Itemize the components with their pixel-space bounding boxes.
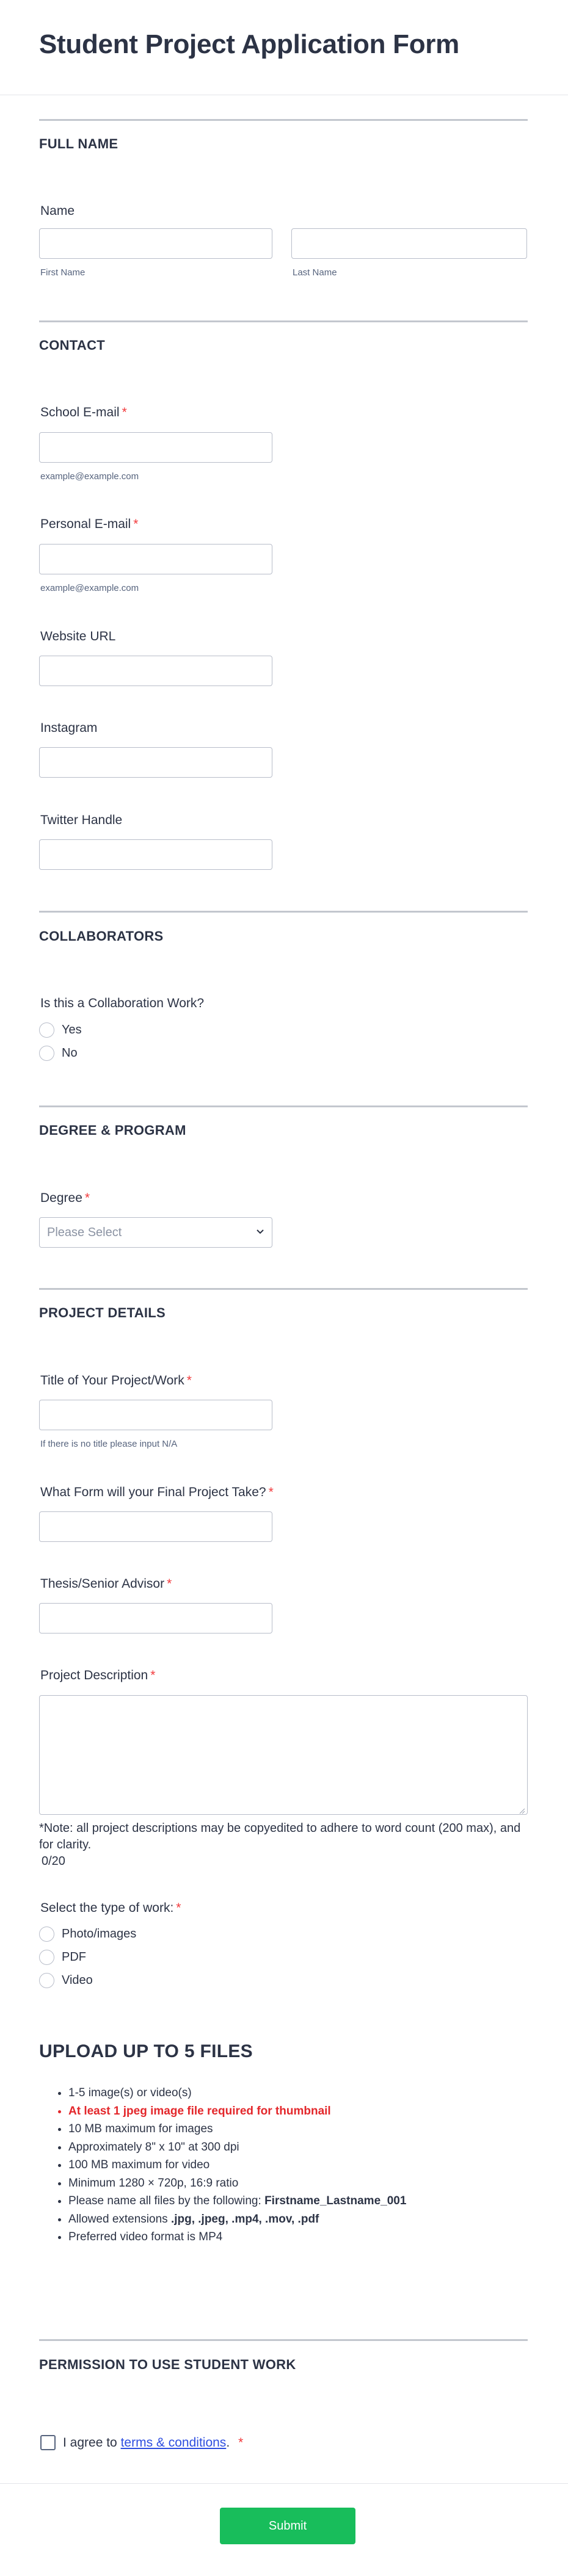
instagram-input[interactable]: [39, 747, 272, 778]
school-email-sublabel: example@example.com: [40, 471, 139, 482]
radio-label: No: [62, 1046, 78, 1060]
section-divider: [39, 2339, 528, 2341]
radio-option-pdf[interactable]: [39, 1950, 86, 1965]
section-divider: [39, 1105, 528, 1107]
section-divider: [39, 320, 528, 322]
advisor-input[interactable]: [39, 1603, 272, 1634]
advisor-label: Thesis/Senior Advisor *: [40, 1577, 172, 1591]
description-note: *Note: all project descriptions may be copyedited to adhere to word count (200 max), and for clarity.: [39, 1822, 521, 1851]
collaboration-question-label: Is this a Collaboration Work?: [40, 996, 205, 1010]
radio-option-yes[interactable]: [39, 1022, 82, 1038]
radio-option-video[interactable]: [39, 1973, 93, 1988]
website-input[interactable]: [39, 656, 272, 686]
project-title-input[interactable]: [39, 1400, 272, 1430]
radio-label: PDF: [62, 1950, 86, 1964]
required-marker: *: [238, 2435, 244, 2450]
agree-checkbox[interactable]: [40, 2435, 56, 2450]
final-form-label: What Form will your Final Project Take? *: [40, 1485, 274, 1499]
list-item: • Please name all files by the following: Firstname_Lastname_001: [68, 2192, 406, 2210]
list-item: • At least 1 jpeg image file required for thumbnail: [68, 2102, 406, 2121]
description-textarea[interactable]: [39, 1695, 528, 1815]
name-label: Name: [40, 204, 75, 218]
list-item: • Preferred video format is MP4: [68, 2228, 406, 2246]
list-item: • 1-5 image(s) or video(s): [68, 2084, 406, 2102]
degree-label: Degree *: [40, 1191, 90, 1205]
instagram-label: Instagram: [40, 721, 98, 735]
agree-checkbox-row[interactable]: [40, 2435, 243, 2450]
submit-button[interactable]: Submit: [220, 2508, 355, 2544]
first-name-input[interactable]: [39, 228, 272, 259]
form-header: [0, 0, 568, 95]
word-counter: 0/20: [42, 1854, 65, 1868]
required-marker: *: [122, 405, 127, 419]
section-divider: [39, 1288, 528, 1290]
last-name-input[interactable]: [291, 228, 527, 259]
required-marker: *: [133, 517, 139, 531]
resize-handle-icon[interactable]: [519, 1806, 525, 1812]
personal-email-label: Personal E-mail *: [40, 517, 139, 531]
radio-option-photo[interactable]: [39, 1927, 136, 1942]
project-title-sublabel: If there is no title please input N/A: [40, 1439, 178, 1449]
required-marker: *: [176, 1901, 181, 1915]
personal-email-sublabel: example@example.com: [40, 583, 139, 593]
radio-circle[interactable]: [39, 1950, 54, 1965]
section-title-collaborators: COLLABORATORS: [39, 928, 164, 944]
chevron-down-icon: [256, 1227, 264, 1238]
section-title-full-name: FULL NAME: [39, 136, 118, 151]
upload-requirements-list: [68, 2084, 406, 2246]
radio-label: Video: [62, 1974, 93, 1987]
radio-circle[interactable]: [39, 1927, 54, 1942]
upload-title: UPLOAD UP TO 5 FILES: [39, 2041, 253, 2061]
final-form-input[interactable]: [39, 1511, 272, 1542]
required-marker: *: [150, 1668, 156, 1682]
required-marker: *: [186, 1373, 192, 1387]
radio-circle[interactable]: [39, 1973, 54, 1988]
section-title-contact: CONTACT: [39, 338, 106, 353]
degree-select-placeholder: Please Select: [47, 1225, 122, 1239]
section-title-permission: PERMISSION TO USE STUDENT WORK: [39, 2357, 296, 2372]
radio-circle[interactable]: [39, 1022, 54, 1038]
required-marker: *: [167, 1577, 172, 1591]
section-divider: [39, 119, 528, 121]
list-item: • Approximately 8" x 10" at 300 dpi: [68, 2138, 406, 2157]
work-type-label: Select the type of work: *: [40, 1901, 181, 1915]
first-name-sublabel: First Name: [40, 267, 86, 278]
radio-label: Yes: [62, 1023, 82, 1037]
agree-label: I agree to terms & conditions.: [63, 2435, 230, 2450]
required-marker: *: [268, 1485, 274, 1499]
section-divider: [39, 911, 528, 913]
terms-link[interactable]: terms & conditions: [120, 2435, 227, 2450]
form-title: Student Project Application Form: [39, 29, 459, 59]
radio-label: Photo/images: [62, 1927, 137, 1941]
last-name-sublabel: Last Name: [293, 267, 337, 278]
school-email-label: School E-mail *: [40, 405, 127, 419]
radio-circle[interactable]: [39, 1046, 54, 1061]
twitter-label: Twitter Handle: [40, 813, 123, 827]
description-label: Project Description *: [40, 1668, 156, 1682]
form-footer: [0, 2483, 568, 2576]
section-title-degree: DEGREE & PROGRAM: [39, 1123, 186, 1138]
list-item: • Allowed extensions .jpg, .jpeg, .mp4, .mov, .pdf: [68, 2210, 406, 2229]
list-item: • Minimum 1280 × 720p, 16:9 ratio: [68, 2174, 406, 2193]
section-title-project: PROJECT DETAILS: [39, 1305, 166, 1320]
required-marker: *: [84, 1191, 90, 1205]
project-title-label: Title of Your Project/Work *: [40, 1373, 192, 1387]
school-email-input[interactable]: [39, 432, 272, 463]
list-item: • 10 MB maximum for images: [68, 2120, 406, 2138]
degree-select[interactable]: [39, 1217, 272, 1248]
website-label: Website URL: [40, 629, 116, 643]
personal-email-input[interactable]: [39, 544, 272, 574]
twitter-input[interactable]: [39, 839, 272, 870]
radio-option-no[interactable]: [39, 1046, 78, 1061]
list-item: • 100 MB maximum for video: [68, 2156, 406, 2174]
